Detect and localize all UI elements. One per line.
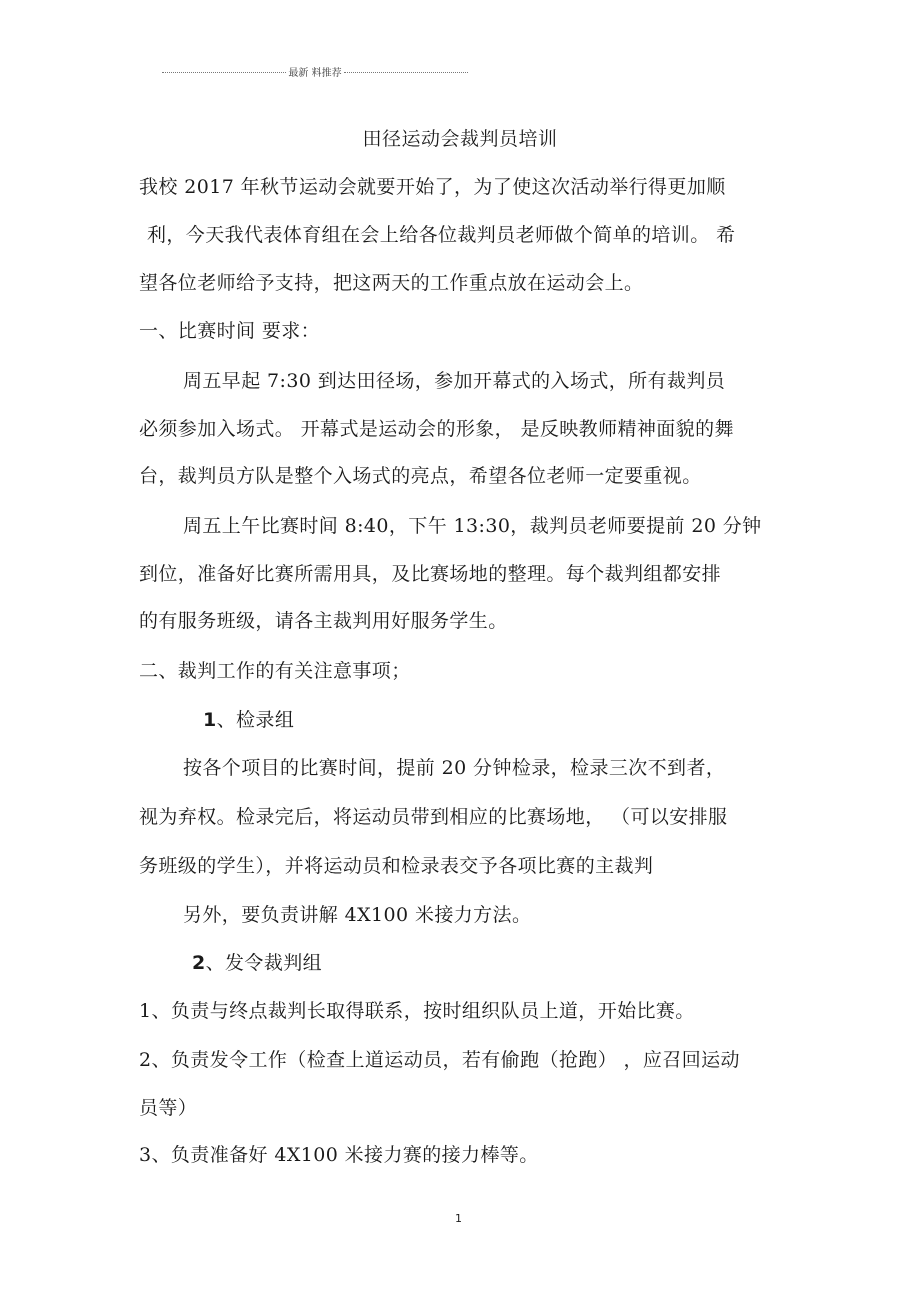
header-dots-right	[344, 72, 468, 73]
document-title: 田径运动会裁判员培训	[362, 128, 558, 150]
paragraph-line: 务班级的学生），并将运动员和检录表交予各项比赛的主裁判	[139, 855, 654, 877]
paragraph-line: 必须参加入场式。 开幕式是运动会的形象， 是反映教师精神面貌的舞	[139, 418, 734, 440]
paragraph-line: 按各个项目的比赛时间，提前 20 分钟检录，检录三次不到者，	[183, 757, 726, 779]
list-item: 员等）	[139, 1097, 198, 1119]
section-heading: 一、比赛时间 要求：	[139, 320, 321, 342]
paragraph-line: 周五早起 7:30 到达田径场，参加开幕式的入场式，所有裁判员	[183, 370, 726, 392]
paragraph-line: 的有服务班级，请各主裁判用好服务学生。	[139, 610, 508, 632]
subsection-sep: 、	[205, 952, 226, 974]
page-header	[162, 64, 468, 79]
header-text: 最新 料推荐	[288, 68, 342, 79]
subsection-sep: 、	[216, 709, 237, 731]
list-item: 3、负责准备好 4X100 米接力赛的接力棒等。	[139, 1144, 539, 1166]
page-number: 1	[455, 1212, 462, 1225]
list-item: 2、负责发令工作（检查上道运动员，若有偷跑（抢跑） ，应召回运动	[139, 1049, 740, 1071]
paragraph-line: 望各位老师给予支持，把这两天的工作重点放在运动会上。	[139, 272, 644, 294]
paragraph-line: 另外，要负责讲解 4X100 米接力方法。	[183, 904, 532, 926]
paragraph-line: 台，裁判员方队是整个入场式的亮点，希望各位老师一定要重视。	[139, 465, 702, 487]
section-heading: 二、裁判工作的有关注意事项；	[139, 660, 411, 682]
paragraph-line: 到位，准备好比赛所需用具，及比赛场地的整理。每个裁判组都安排	[139, 563, 722, 585]
paragraph-line: 周五上午比赛时间 8:40，下午 13:30，裁判员老师要提前 20 分钟	[183, 515, 762, 537]
subsection-heading	[192, 950, 322, 976]
subsection-number: 1	[203, 709, 217, 731]
subsection-label: 检录组	[236, 709, 295, 731]
subsection-number: 2	[192, 952, 206, 974]
list-item: 1、负责与终点裁判长取得联系，按时组织队员上道，开始比赛。	[139, 1000, 695, 1022]
paragraph-line: 视为弃权。检录完后，将运动员带到相应的比赛场地， （可以安排服	[139, 806, 728, 828]
subsection-label: 发令裁判组	[225, 952, 323, 974]
header-dots-left	[162, 72, 286, 73]
paragraph-line: 我校 2017 年秋节运动会就要开始了，为了使这次活动举行得更加顺	[139, 176, 726, 198]
paragraph-line: 利，今天我代表体育组在会上给各位裁判员老师做个简单的培训。 希	[147, 224, 736, 246]
subsection-heading	[203, 707, 294, 733]
